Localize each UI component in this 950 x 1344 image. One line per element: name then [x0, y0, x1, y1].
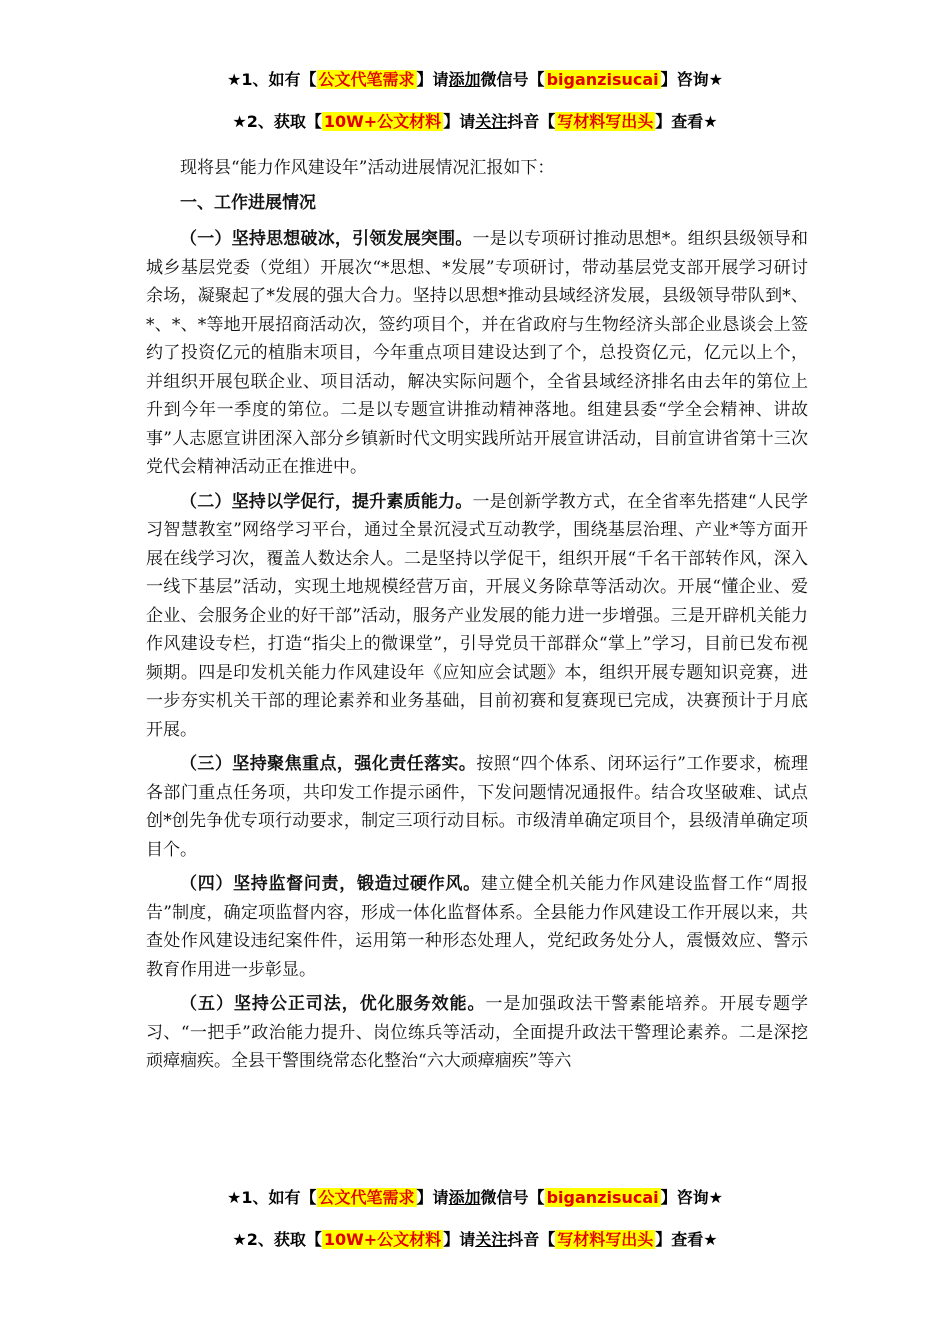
section-heading: 一、工作进展情况	[180, 192, 316, 213]
banner-highlight: 写材料写出头	[557, 112, 654, 131]
banner-highlight: biganzisucai	[546, 70, 659, 89]
banner-underlined: 关注	[475, 112, 508, 131]
paragraph-lead: （三）坚持聚焦重点，强化责任落实。	[180, 754, 477, 774]
banner-text: ★1、如有【	[227, 70, 317, 89]
banner-highlight: 10W+公文材料	[323, 112, 442, 131]
banner-text: 】请	[443, 112, 476, 131]
banner-text: 】请	[416, 1188, 449, 1207]
banner-text: 微信号【	[480, 70, 545, 89]
banner-text: 抖音【	[507, 1230, 556, 1249]
paragraph-text: 一是创新学教方式，在全省率先搭建“人民学习智慧教室”网络学习平台，通过全景沉浸式互动教学，围绕基层治理、产业*等方面开展在线学习次，覆盖人数达余人。二是坚持以学促干，组织开展“千名干部转作风，深入一线下基层”活动，实现土地规模经营万亩，开展义务除草等活动次。开展“懂企业、爱企业、会服务企业的好干部”活动，服务产业发展的能力进一步增强。三是开辟机关能力作风建设专栏，打造“指尖上的微课堂”，引导党员干部群众“掌上”学习，目前已发布视频期。四是印发机关能力作风建设年《应知应会试题》本，组织开展专题知识竞赛，进一步夯实机关干部的理论素养和业务基础，目前初赛和复赛现已完成，决赛预计于月底开展。	[146, 491, 808, 740]
intro-paragraph: 现将县“能力作风建设年”活动进展情况汇报如下：	[180, 158, 555, 178]
paragraph-lead: （五）坚持公正司法，优化服务效能。	[180, 994, 486, 1014]
banner-text: 】请	[416, 70, 449, 89]
body-paragraph	[146, 488, 808, 745]
banner-highlight: 公文代笔需求	[318, 1188, 415, 1207]
paragraph-text: 按照“四个体系、闭环运行”工作要求，梳理各部门重点任务项，共印发工作提示函件，下发问题情况通报件。结合攻坚破难、试点创*创先争优专项行动要求，制定三项行动目标。市级清单确定项目个，县级清单确定项目个。	[146, 754, 808, 860]
banner-text: 】查看★	[655, 112, 718, 131]
promo-banner-top-1	[0, 68, 950, 92]
banner-text: 】咨询★	[660, 70, 723, 89]
banner-text: ★2、获取【	[232, 112, 322, 131]
banner-highlight: biganzisucai	[546, 1188, 659, 1207]
body-paragraph	[146, 750, 808, 864]
promo-banner-top-2	[0, 110, 950, 134]
body-paragraph	[146, 225, 808, 482]
banner-highlight: 写材料写出头	[557, 1230, 654, 1249]
banner-underlined: 添加	[448, 1188, 481, 1207]
paragraph-text: 建立健全机关能力作风建设监督工作“周报告”制度，确定项监督内容，形成一体化监督体系。全县能力作风建设工作开展以来，共查处作风建设违纪案件件，运用第一种形态处理人，党纪政务处分人，震慑效应、警示教育作用进一步彰显。	[146, 874, 808, 980]
banner-underlined: 关注	[475, 1230, 508, 1249]
banner-text: 】查看★	[655, 1230, 718, 1249]
banner-underlined: 添加	[448, 70, 481, 89]
paragraph-text: 一是以专项研讨推动思想*。组织县级领导和城乡基层党委（党组）开展次“*思想、*发展”专项研讨，带动基层党支部开展学习研讨余场，凝聚起了*发展的强大合力。坚持以思想*推动县域经济发展，县级领导带队到*、*、*、*等地开展招商活动次，签约项目个，并在省政府与生物经济头部企业恳谈会上签约了投资亿元的植脂末项目，今年重点项目建设达到了个，总投资亿元，亿元以上个，并组织开展包联企业、项目活动，解决实际问题个，全省县域经济排名由去年的第位上升到今年一季度的第位。二是以专题宣讲推动精神落地。组建县委“学全会精神、讲故事”人志愿宣讲团深入部分乡镇新时代文明实践所站开展宣讲活动，目前宣讲省第十三次党代会精神活动正在推进中。	[146, 229, 809, 477]
banner-text: 抖音【	[507, 112, 556, 131]
paragraph-text: 一是加强政法干警素能培养。开展专题学习、“一把手”政治能力提升、岗位练兵等活动，全面提升政法干警理论素养。二是深挖顽瘴痼疾。全县干警围绕常态化整治“六大顽瘴痼疾”等六	[146, 994, 808, 1071]
paragraph-lead: （四）坚持监督问责，锻造过硬作风。	[180, 874, 481, 894]
promo-banner-bottom-1	[0, 1186, 950, 1210]
body-paragraph	[146, 870, 808, 984]
banner-text: ★1、如有【	[227, 1188, 317, 1207]
banner-text: 微信号【	[480, 1188, 545, 1207]
body-paragraph	[146, 990, 808, 1076]
banner-text: ★2、获取【	[232, 1230, 322, 1249]
promo-banner-bottom-2	[0, 1228, 950, 1252]
banner-highlight: 10W+公文材料	[323, 1230, 442, 1249]
banner-text: 】请	[443, 1230, 476, 1249]
paragraph-lead: （二）坚持以学促行，提升素质能力。	[180, 491, 473, 512]
document-body	[146, 154, 808, 1082]
paragraph-lead: （一）坚持思想破冰，引领发展突围。	[180, 229, 473, 249]
banner-text: 】咨询★	[660, 1188, 723, 1207]
banner-highlight: 公文代笔需求	[318, 70, 415, 89]
